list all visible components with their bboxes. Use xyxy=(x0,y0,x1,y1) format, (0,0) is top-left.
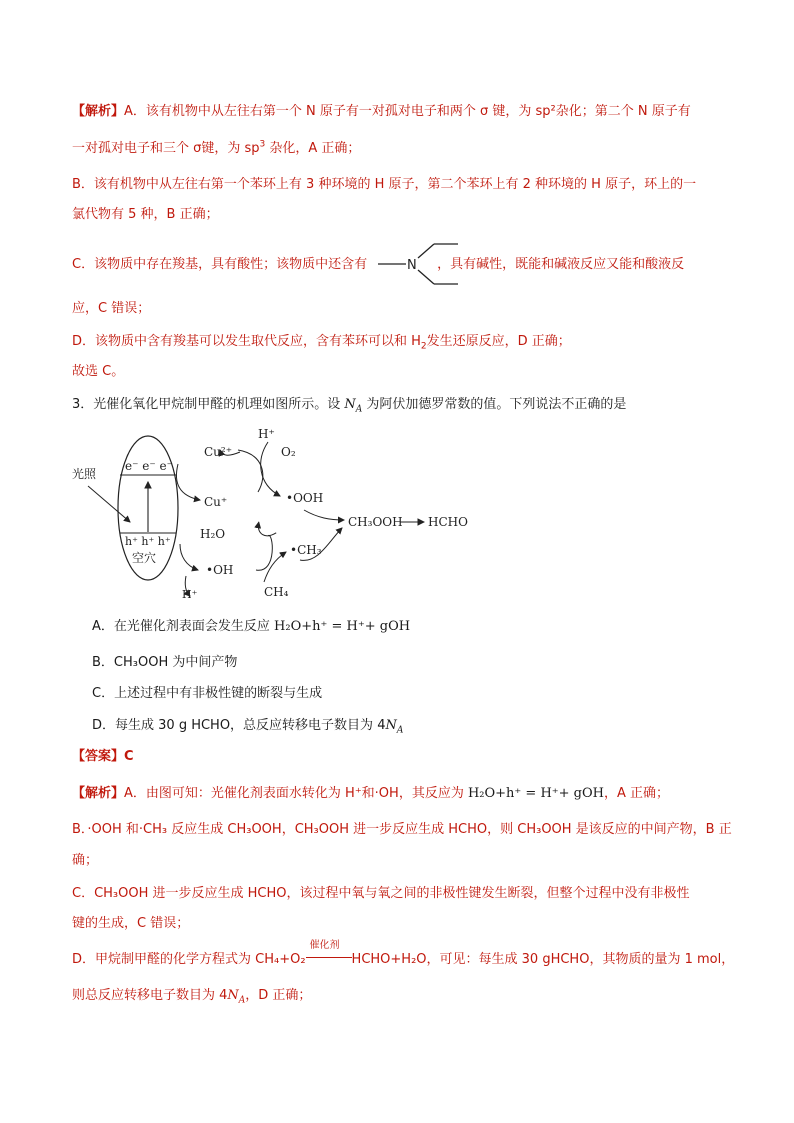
hole-word-label: 空穴 xyxy=(132,551,157,565)
analysis-b-line1: B．该有机物中从左往右第一个苯环上有 3 种环境的 H 原子，第二个苯环上有 2 种环境的 H 原子，环上的一 xyxy=(72,177,697,192)
hcho-label: HCHO xyxy=(428,515,468,529)
analysis2-d-line2: 则总反应转移电子数目为 $4N_A$，D 正确； xyxy=(72,988,312,1006)
analysis-a-line1: 【解析】A．该有机物中从左往右第一个 N 原子有一对孤对电子和两个 σ 键，为 sp²杂化；第二个 N 原子有 xyxy=(72,104,691,119)
electrons-label: e⁻ e⁻ e⁻ xyxy=(125,459,173,473)
amine-n-label: N xyxy=(407,258,417,273)
analysis2-b-line1: B．·OOH 和·CH₃ 反应生成 CH₃OOH，CH₃OOH 进一步反应生成 HCHO，则 CH₃OOH 是该反应的中间产物，B 正 xyxy=(72,822,732,837)
analysis-conclusion: 故选 C。 xyxy=(72,364,125,379)
analysis2-b-line2: 确； xyxy=(72,853,99,868)
question-stem: 3．光催化氧化甲烷制甲醛的机理如图所示。设 $N_A$ 为阿伏加德罗常数的值。下列说法不正确的是 xyxy=(72,397,627,415)
light-label: 光照 xyxy=(72,467,97,481)
analysis2-c-line2: 键的生成，C 错误； xyxy=(72,916,190,931)
option-a: A．在光催化剂表面会发生反应 H₂O+h⁺ = H⁺+ gOH xyxy=(92,619,411,634)
h-top-label: H⁺ xyxy=(258,427,275,441)
cu1-label: Cu⁺ xyxy=(204,495,228,509)
analysis2-d-line1: D．甲烷制甲醛的化学方程式为 CH₄+O₂ 催化剂 HCHO+H₂O，可见：每生成 30 gHCHO，其物质的量为 1 mol， xyxy=(72,940,735,967)
catalyst-condition: 催化剂 xyxy=(306,951,352,969)
o2-label: O₂ xyxy=(281,445,296,459)
ch3-label: •CH₃ xyxy=(290,543,322,557)
ch4-label: CH₄ xyxy=(264,585,289,599)
cu2-label: Cu²⁺ xyxy=(204,445,233,459)
option-c: C．上述过程中有非极性键的断裂与生成 xyxy=(92,686,323,701)
ch3ooh-label: CH₃OOH xyxy=(348,515,403,529)
holes-label: h⁺ h⁺ h⁺ xyxy=(125,535,171,548)
mechanism-diagram xyxy=(68,420,488,600)
analysis-a-line2: 一对孤对电子和三个 σ键，为 $sp^3$ 杂化，A 正确； xyxy=(72,139,361,156)
analysis2-c-line1: C．CH₃OOH 进一步反应生成 HCHO，该过程中氧与氧之间的非极性键发生断裂，但整个过程中没有非极性 xyxy=(72,886,690,901)
oh-label: •OH xyxy=(206,563,234,577)
light-arrow xyxy=(88,486,130,522)
answer-line: 【答案】C xyxy=(72,749,134,764)
analysis-c-line1: C．该物质中存在羧基，具有酸性；该物质中还含有 ，具有碱性，既能和碱液反应又能和酸液反 xyxy=(72,257,685,272)
analysis-c-line2: 应，C 错误； xyxy=(72,301,151,316)
h2o-label: H₂O xyxy=(200,527,226,541)
option-b: B．CH₃OOH 为中间产物 xyxy=(92,655,238,670)
analysis2-a: 【解析】A．由图可知：光催化剂表面水转化为 H⁺和·OH，其反应为 H₂O+h⁺ = H⁺+ gOH，A 正确； xyxy=(72,786,670,801)
h-bottom-label: H⁺ xyxy=(182,588,198,600)
amine-structure xyxy=(378,240,460,286)
ooh-label: •OOH xyxy=(286,491,324,505)
option-d: D．每生成 30 g HCHO，总反应转移电子数目为 $4N_A$ xyxy=(92,718,404,736)
analysis-d-line1: D．该物质中含有羧基可以发生取代反应，含有苯环可以和 $H_2$发生还原反应，D 正确； xyxy=(72,334,571,352)
analysis-tag: 【解析】 xyxy=(72,104,125,119)
analysis-b-line2: 氯代物有 5 种，B 正确； xyxy=(72,207,219,222)
